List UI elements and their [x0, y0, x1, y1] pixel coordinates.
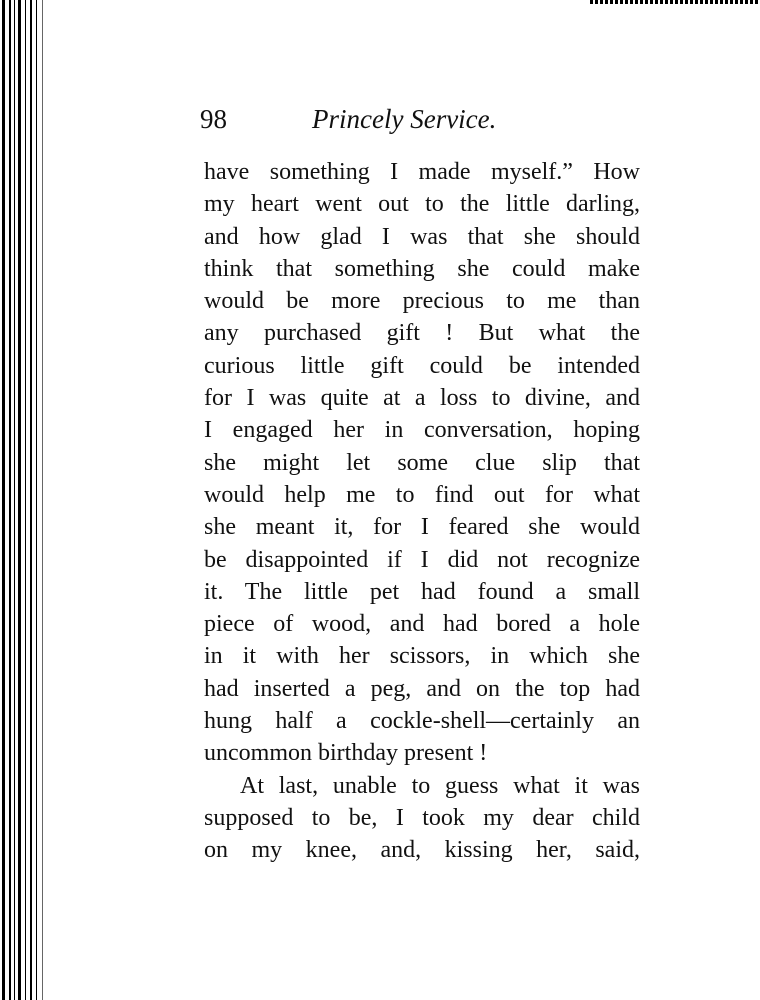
text-line: she meant it, for I feared she would: [204, 514, 640, 541]
top-edge-mark: [590, 0, 760, 4]
text-line: on my knee, and, kissing her, said,: [204, 837, 640, 864]
text-line: and how glad I was that she should: [204, 223, 640, 250]
text-line: had inserted a peg, and on the top had: [204, 675, 640, 702]
text-line: hung half a cockle-shell—certainly an: [204, 708, 640, 735]
text-line: have something I made myself.” How: [204, 159, 640, 185]
binding-gutter: [0, 0, 48, 1000]
text-line: for I was quite at a loss to divine, and: [204, 385, 640, 412]
running-title: Princely Service.: [312, 104, 497, 134]
text-line: it. The little pet had found a small: [204, 578, 640, 605]
text-line: I engaged her in conversation, hoping: [204, 417, 640, 444]
text-line: piece of wood, and had bored a hole: [204, 611, 640, 638]
page-number: 98: [200, 104, 227, 134]
text-line: would help me to find out for what: [204, 481, 640, 508]
text-line: would be more precious to me than: [204, 288, 640, 315]
text-line: uncommon birthday present !: [204, 740, 488, 767]
text-line: my heart went out to the little darling,: [204, 191, 640, 218]
text-line: she might let some clue slip that: [204, 449, 640, 476]
text-line: curious little gift could be intended: [204, 352, 640, 379]
text-line: any purchased gift ! But what the: [204, 320, 640, 347]
paragraph: [204, 156, 640, 770]
body-text: [204, 156, 640, 867]
text-line: supposed to be, I took my dear child: [204, 804, 640, 831]
paragraph: [204, 770, 640, 867]
text-line: be disappointed if I did not recognize: [204, 546, 640, 573]
text-line: At last, unable to guess what it was: [240, 772, 640, 799]
text-line: think that something she could make: [204, 255, 640, 282]
text-line: in it with her scissors, in which she: [204, 643, 640, 670]
